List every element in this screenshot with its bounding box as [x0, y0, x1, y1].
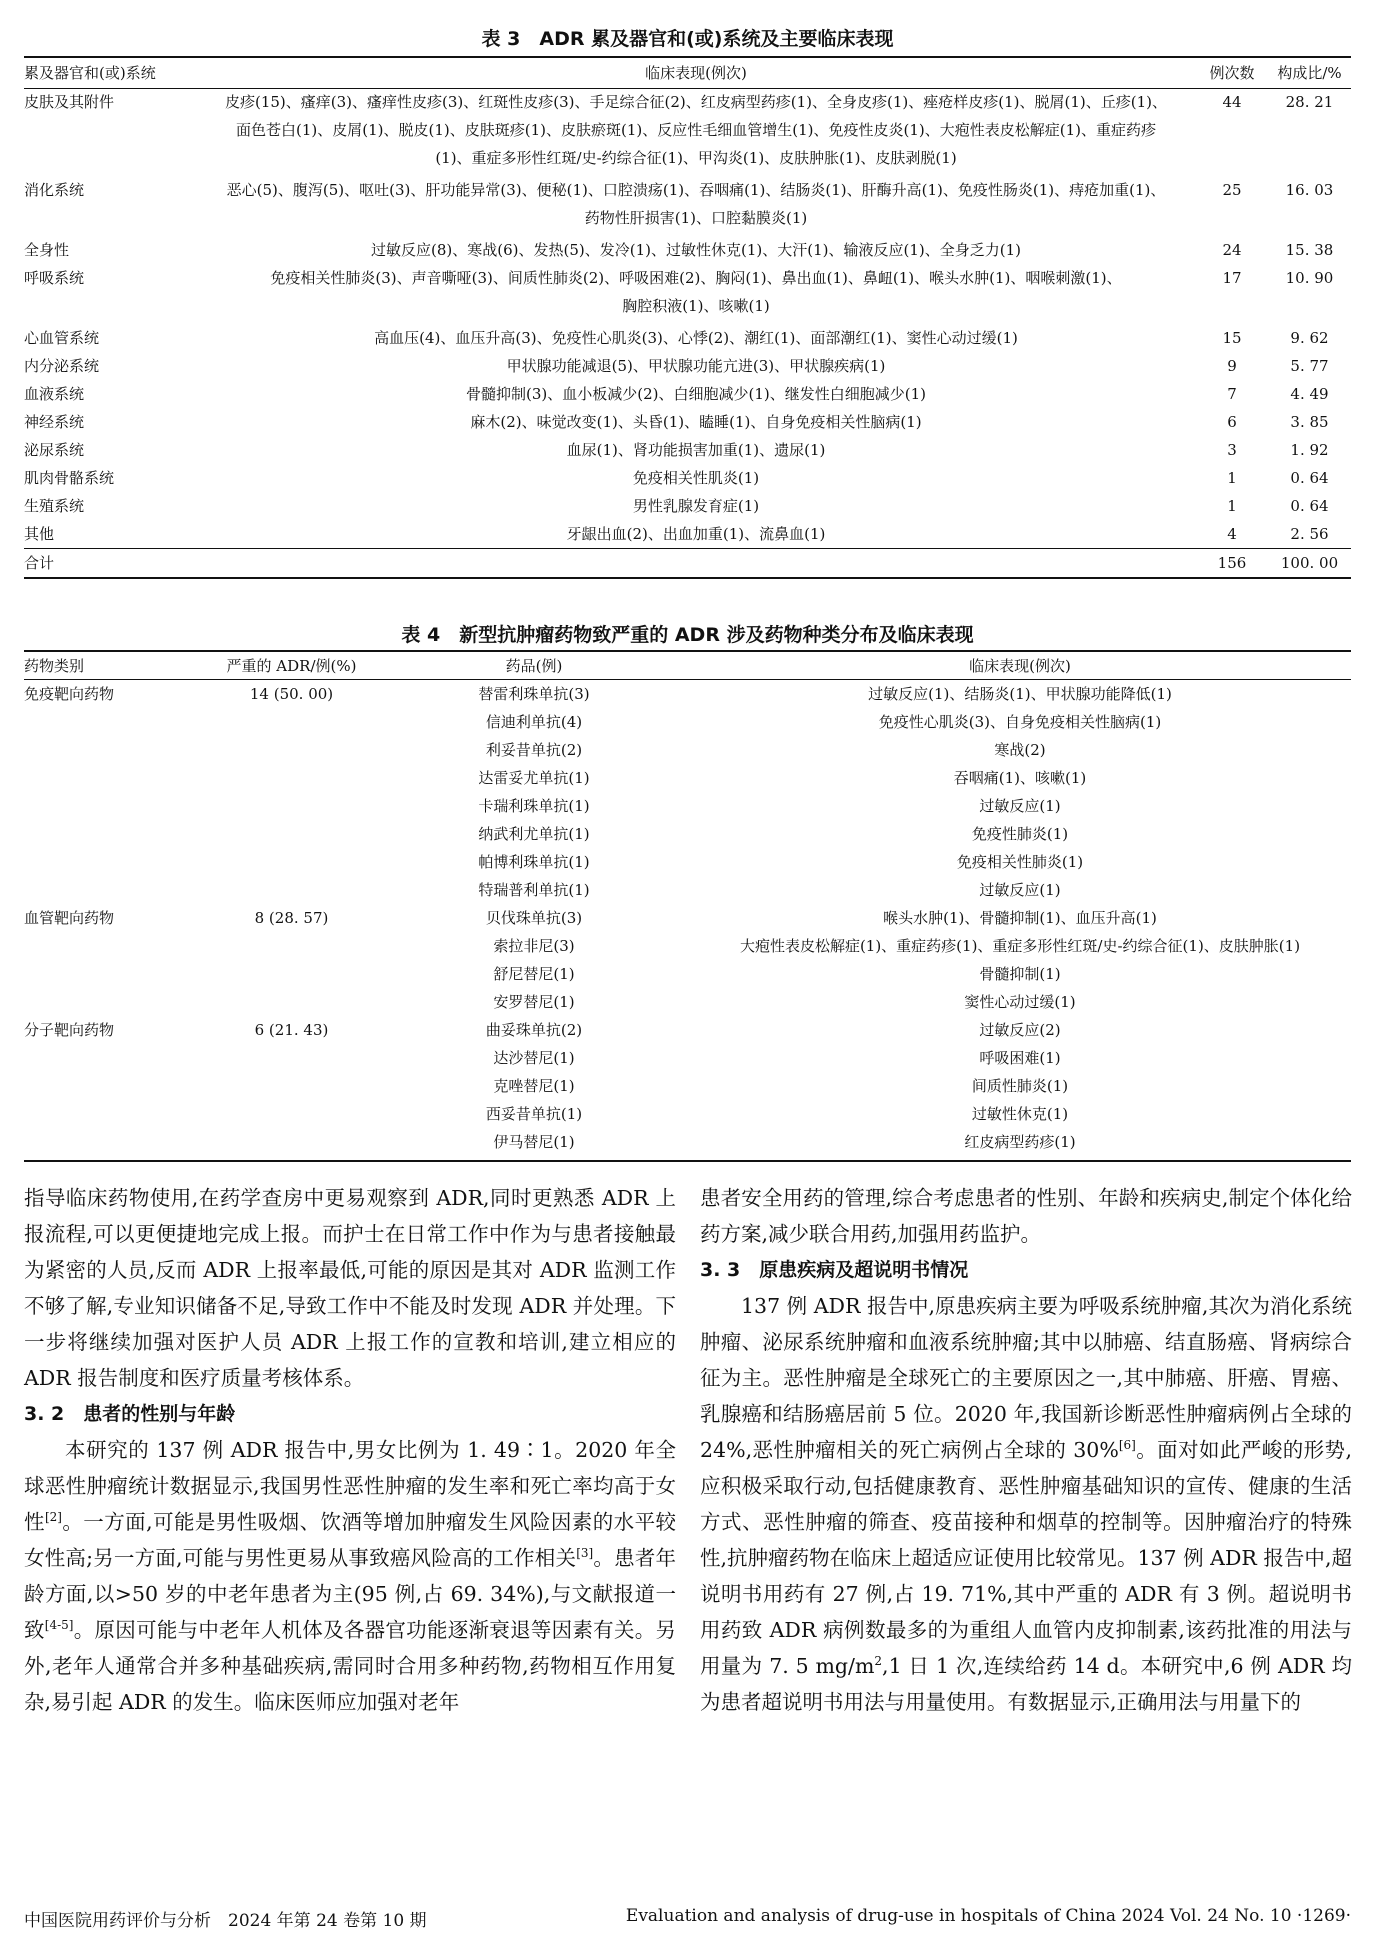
right-column [700, 1180, 1352, 1720]
table3-row [24, 492, 1351, 520]
table4-severe: 6 (21. 43) [254, 1021, 329, 1039]
manifestation-line: (1)、重症多形性红斑/史-约综合征(1)、甲沟炎(1)、皮肤肿胀(1)、皮肤剥脱(1) [435, 149, 957, 167]
table4-row [24, 736, 1351, 764]
table4-category: 免疫靶向药物 [24, 685, 115, 703]
table3-manifestation [196, 176, 1196, 236]
manifestation-line: 过敏反应(8)、寒战(6)、发热(5)、发冷(1)、过敏性休克(1)、大汗(1)、输液反应(1)、全身乏力(1) [371, 241, 1021, 259]
table4-drug: 舒尼替尼(1) [493, 965, 575, 983]
manifestation-line: 牙龈出血(2)、出血加重(1)、流鼻血(1) [566, 525, 826, 543]
table3-system: 心血管系统 [24, 329, 100, 347]
table3-percent: 28. 21 [1285, 93, 1334, 111]
table3-count: 24 [1222, 241, 1242, 259]
table3-system: 肌肉骨骼系统 [24, 469, 115, 487]
table3-caption: 表 3 ADR 累及器官和(或)系统及主要临床表现 [481, 28, 894, 50]
table4-drug: 安罗替尼(1) [493, 993, 575, 1011]
table3-system: 泌尿系统 [24, 441, 85, 459]
table3-percent: 2. 56 [1290, 525, 1329, 543]
table3-system: 血液系统 [24, 385, 85, 403]
manifestation-line: 免疫相关性肌炎(1) [632, 469, 760, 487]
table3-manifestation [196, 380, 1196, 408]
table4-severe [204, 848, 379, 876]
table3-row [24, 324, 1351, 352]
table3-system: 其他 [24, 525, 55, 543]
table4-manifestation: 免疫性心肌炎(3)、自身免疫相关性脑病(1) [878, 713, 1162, 731]
table3-count: 3 [1227, 441, 1237, 459]
manifestation-line: 男性乳腺发育症(1) [632, 497, 760, 515]
table3-total-count: 156 [1217, 554, 1247, 572]
table3-header: 构成比/% [1277, 64, 1342, 82]
table3-percent: 0. 64 [1290, 469, 1329, 487]
manifestation-line: 胸腔积液(1)、咳嗽(1) [622, 297, 770, 315]
table3-row [24, 408, 1351, 436]
table4-drug: 克唑替尼(1) [493, 1077, 575, 1095]
table3-percent: 3. 85 [1290, 413, 1329, 431]
table4-manifestation: 过敏反应(1)、结肠炎(1)、甲状腺功能降低(1) [868, 685, 1172, 703]
table4-category [24, 820, 204, 848]
table4-caption: 表 4 新型抗肿瘤药物致严重的 ADR 涉及药物种类分布及临床表现 [401, 624, 974, 646]
table4-drug: 信迪利单抗(4) [485, 713, 583, 731]
table4-severe: 14 (50. 00) [249, 685, 334, 703]
table3-header-row [24, 58, 1351, 88]
table4-drug: 纳武利尤单抗(1) [478, 825, 590, 843]
table3-row [24, 176, 1351, 236]
manifestation-line: 恶心(5)、腹泻(5)、呕吐(3)、肝功能异常(3)、便秘(1)、口腔溃疡(1)、吞咽痛(1)、结肠炎(1)、肝酶升高(1)、免疫性肠炎(1)、痔疮加重(1)、 [226, 181, 1166, 199]
section-heading: 3. 2 患者的性别与年龄 [24, 1403, 236, 1425]
table3-percent: 5. 77 [1290, 357, 1329, 375]
table3-row [24, 520, 1351, 549]
table4-severe [204, 1128, 379, 1156]
table3-header: 临床表现(例次) [645, 64, 747, 82]
left-column [24, 1180, 676, 1720]
table4-bottom-rule [24, 1160, 1351, 1162]
table3-count: 6 [1227, 413, 1237, 431]
table3-system: 消化系统 [24, 181, 85, 199]
manifestation-line: 甲状腺功能减退(5)、甲状腺功能亢进(3)、甲状腺疾病(1) [506, 357, 886, 375]
table4-manifestation: 红皮病型药疹(1) [964, 1133, 1076, 1151]
table4-manifestation: 大疱性表皮松解症(1)、重症药疹(1)、重症多形性红斑/史-约综合征(1)、皮肤肿胀(1) [739, 937, 1301, 955]
table4-category [24, 960, 204, 988]
paragraph: 指导临床药物使用,在药学查房中更易观察到 ADR,同时更熟悉 ADR 上报流程,可以更便捷地完成上报。而护士在日常工作中作为与患者接触最为紧密的人员,反而 ADR 上报率最低,可能的原因是其对 ADR 监测工作不够了解,专业知识储备不足,导致工作中不能及时发现 ADR 并处理。下一步将继续加强对医护人员 ADR 上报工作的宣教和培训,建立相应的 ADR 报告制度和医疗质量考核体系。 [24, 1186, 676, 1390]
table4-manifestation: 过敏反应(2) [979, 1021, 1061, 1039]
table3-system: 内分泌系统 [24, 357, 100, 375]
table4-drug: 索拉非尼(3) [493, 937, 575, 955]
table4-category [24, 1044, 204, 1072]
table3-percent: 0. 64 [1290, 497, 1329, 515]
table4-severe [204, 960, 379, 988]
table4-severe [204, 764, 379, 792]
manifestation-line: 面色苍白(1)、皮屑(1)、脱皮(1)、皮肤斑疹(1)、皮肤瘀斑(1)、反应性毛细血管增生(1)、免疫性皮炎(1)、大疱性表皮松解症(1)、重症药疹 [236, 121, 1156, 139]
superscript: 2 [874, 1654, 883, 1669]
paragraph: 患者安全用药的管理,综合考虑患者的性别、年龄和疾病史,制定个体化给药方案,减少联合用药,加强用药监护。 [700, 1186, 1352, 1246]
table4-drug: 曲妥珠单抗(2) [485, 1021, 583, 1039]
citation: [2] [44, 1510, 62, 1525]
table4-manifestation: 喉头水肿(1)、骨髓抑制(1)、血压升高(1) [883, 909, 1157, 927]
table3-manifestation [196, 436, 1196, 464]
table3-manifestation [196, 520, 1196, 549]
table3-row [24, 436, 1351, 464]
table3-system: 呼吸系统 [24, 269, 85, 287]
table4-row [24, 904, 1351, 932]
table4-manifestation: 免疫性肺炎(1) [971, 825, 1069, 843]
table4-row [24, 1016, 1351, 1044]
table3-row [24, 88, 1351, 176]
table4-header-row [24, 652, 1351, 680]
table4-manifestation: 寒战(2) [994, 741, 1046, 759]
table3-total-row [24, 549, 1351, 579]
table4-severe: 8 (28. 57) [254, 909, 329, 927]
table4 [24, 652, 1351, 1156]
citation: [4-5] [44, 1618, 74, 1633]
table4-header-rule [24, 679, 1351, 680]
table4-row [24, 988, 1351, 1016]
table4-drug: 达沙替尼(1) [493, 1049, 575, 1067]
table4-row [24, 708, 1351, 736]
table4-drug: 特瑞普利单抗(1) [478, 881, 590, 899]
table4-header: 严重的 ADR/例(%) [226, 657, 357, 675]
table3-percent: 16. 03 [1285, 181, 1334, 199]
table3-header: 累及器官和(或)系统 [24, 64, 156, 82]
manifestation-line: 高血压(4)、血压升高(3)、免疫性心肌炎(3)、心悸(2)、潮红(1)、面部潮红(1)、窦性心动过缓(1) [374, 329, 1018, 347]
citation: [3] [576, 1546, 594, 1561]
table4-manifestation: 呼吸困难(1) [979, 1049, 1061, 1067]
table4-severe [204, 708, 379, 736]
table4-drug: 卡瑞利珠单抗(1) [478, 797, 590, 815]
table4-category [24, 1128, 204, 1156]
table3-count: 4 [1227, 525, 1237, 543]
table4-category [24, 792, 204, 820]
table4-manifestation: 过敏反应(1) [979, 797, 1061, 815]
table3-system: 皮肤及其附件 [24, 93, 115, 111]
table3-row [24, 236, 1351, 264]
table4-row [24, 820, 1351, 848]
citation: [6] [1118, 1438, 1136, 1453]
table3-system: 生殖系统 [24, 497, 85, 515]
table4-row [24, 1100, 1351, 1128]
table4-severe [204, 792, 379, 820]
table4-category [24, 1072, 204, 1100]
manifestation-line: 麻木(2)、味觉改变(1)、头昏(1)、瞌睡(1)、自身免疫相关性脑病(1) [470, 413, 922, 431]
table3-manifestation [196, 264, 1196, 324]
table3-percent: 4. 49 [1290, 385, 1329, 403]
table3 [24, 58, 1351, 579]
table3-count: 44 [1222, 93, 1242, 111]
table3-manifestation [196, 352, 1196, 380]
table3-total-empty [196, 549, 1196, 579]
table4-category [24, 764, 204, 792]
table4-category [24, 1100, 204, 1128]
paragraph: 137 例 ADR 报告中,原患疾病主要为呼吸系统肿瘤,其次为消化系统肿瘤、泌尿系统肿瘤和血液系统肿瘤;其中以肺癌、结直肠癌、肾病综合征为主。恶性肿瘤是全球死亡的主要原因之一,其中肺癌、肝癌、胃癌、乳腺癌和结肠癌居前 5 位。2020 年,我国新诊断恶性肿瘤病例占全球的 24%,恶性肿瘤相关的死亡病例占全球的 30%[6]。面对如此严峻的形势,应积极采取行动,包括健康教育、恶性肿瘤基础知识的宣传、健康的生活方式、恶性肿瘤的筛查、疫苗接种和烟草的控制等。因肿瘤治疗的特殊性,抗肿瘤药物在临床上超适应证使用比较常见。137 例 ADR 报告中,超说明书用药有 27 例,占 19. 71%,其中严重的 ADR 有 3 例。超说明书用药致 ADR 病例数最多的为重组人血管内皮抑制素,该药批准的用法与用量为 7. 5 $mg/m^2,1$ 日 1 次,连续给药 14 d。本研究中,6 例 ADR 均为患者超说明书用法与用量使用。有数据显示,正确用法与用量下的 [700, 1294, 1352, 1714]
table3-count: 15 [1222, 329, 1242, 347]
table4-body [24, 680, 1351, 1156]
table4-category [24, 876, 204, 904]
table3-system: 全身性 [24, 241, 70, 259]
manifestation-line: 皮疹(15)、瘙痒(3)、瘙痒性皮疹(3)、红斑性皮疹(3)、手足综合征(2)、红皮病型药疹(1)、全身皮疹(1)、痤疮样皮疹(1)、脱屑(1)、丘疹(1)、 [224, 93, 1168, 111]
table4-row [24, 792, 1351, 820]
table3-header: 例次数 [1209, 64, 1255, 82]
table4-drug: 替雷利珠单抗(3) [478, 685, 590, 703]
table3-count: 25 [1222, 181, 1242, 199]
manifestation-line: 血尿(1)、肾功能损害加重(1)、遗尿(1) [566, 441, 826, 459]
table4-severe [204, 736, 379, 764]
table4-severe [204, 820, 379, 848]
table3-manifestation [196, 408, 1196, 436]
table4-manifestation: 吞咽痛(1)、咳嗽(1) [953, 769, 1087, 787]
section-heading: 3. 3 原患疾病及超说明书情况 [700, 1259, 969, 1281]
table4-drug: 贝伐珠单抗(3) [485, 909, 583, 927]
table3-manifestation [196, 88, 1196, 176]
manifestation-line: 骨髓抑制(3)、血小板减少(2)、白细胞减少(1)、继发性白细胞减少(1) [466, 385, 926, 403]
table3-manifestation [196, 236, 1196, 264]
table3-count: 1 [1227, 469, 1237, 487]
table4-category [24, 708, 204, 736]
table4-row [24, 876, 1351, 904]
table3-manifestation [196, 464, 1196, 492]
table4-category [24, 988, 204, 1016]
table3-count: 17 [1222, 269, 1242, 287]
table4-drug: 伊马替尼(1) [493, 1133, 575, 1151]
table4-category: 血管靶向药物 [24, 909, 115, 927]
manifestation-line: 免疫相关性肺炎(3)、声音嘶哑(3)、间质性肺炎(2)、呼吸困难(2)、胸闷(1)、鼻出血(1)、鼻衄(1)、喉头水肿(1)、咽喉刺激(1)、 [270, 269, 1122, 287]
table3-manifestation [196, 324, 1196, 352]
table3-manifestation [196, 492, 1196, 520]
table3-body [24, 88, 1351, 578]
table4-drug: 帕博利珠单抗(1) [478, 853, 590, 871]
table4-category [24, 848, 204, 876]
footer-journal-en: Evaluation and analysis of drug-use in hospitals of China 2024 Vol. 24 No. 10 ·1269· [625, 1906, 1351, 1926]
footer-journal-cn: 中国医院用药评价与分析 2024 年第 24 卷第 10 期 [24, 1911, 427, 1931]
paragraph: 本研究的 137 例 ADR 报告中,男女比例为 1. 49∶1。2020 年全球恶性肿瘤统计数据显示,我国男性恶性肿瘤的发生率和死亡率均高于女性[2]。一方面,可能是男性吸烟、饮酒等增加肿瘤发生风险因素的水平较女性高;另一方面,可能与男性更易从事致癌风险高的工作相关[3]。患者年龄方面,以>50 岁的中老年患者为主(95 例,占 69. 34%),与文献报道一致[4-5]。原因可能与中老年人机体及各器官功能逐渐衰退等因素有关。另外,老年人通常合并多种基础疾病,需同时合用多种药物,药物相互作用复杂,易引起 ADR 的发生。临床医师应加强对老年 [24, 1438, 677, 1714]
table4-category: 分子靶向药物 [24, 1021, 115, 1039]
table4-manifestation: 窦性心动过缓(1) [964, 993, 1076, 1011]
table4-severe [204, 988, 379, 1016]
table4-severe [204, 876, 379, 904]
table3-count: 9 [1227, 357, 1237, 375]
table4-severe [204, 1072, 379, 1100]
table4-severe [204, 1044, 379, 1072]
table4-row [24, 1128, 1351, 1156]
table3-system: 神经系统 [24, 413, 85, 431]
table4-manifestation: 间质性肺炎(1) [971, 1077, 1069, 1095]
table4-manifestation: 骨髓抑制(1) [979, 965, 1061, 983]
table4-row [24, 1044, 1351, 1072]
table3-percent: 15. 38 [1285, 241, 1334, 259]
table4-severe [204, 1100, 379, 1128]
table4-row [24, 1072, 1351, 1100]
table3-count: 7 [1227, 385, 1237, 403]
table3-percent: 9. 62 [1290, 329, 1329, 347]
table3-percent: 1. 92 [1290, 441, 1329, 459]
table4-row [24, 848, 1351, 876]
table3-count: 1 [1227, 497, 1237, 515]
table3-row [24, 464, 1351, 492]
table4-header: 临床表现(例次) [969, 657, 1071, 675]
table4-manifestation: 过敏性休克(1) [971, 1105, 1069, 1123]
table4-category [24, 736, 204, 764]
table4-severe [204, 932, 379, 960]
table3-row [24, 380, 1351, 408]
table4-category [24, 932, 204, 960]
table4-header: 药物类别 [24, 657, 85, 675]
table3-percent: 10. 90 [1285, 269, 1334, 287]
table3-header-rule [24, 88, 1351, 89]
table4-row [24, 680, 1351, 708]
table4-row [24, 960, 1351, 988]
table4-header: 药品(例) [505, 657, 563, 675]
table4-drug: 利妥昔单抗(2) [485, 741, 583, 759]
table4-row [24, 932, 1351, 960]
table3-row [24, 352, 1351, 380]
table4-drug: 达雷妥尤单抗(1) [478, 769, 590, 787]
table4-manifestation: 免疫相关性肺炎(1) [956, 853, 1084, 871]
table4-drug: 西妥昔单抗(1) [485, 1105, 583, 1123]
table3-total-label: 合计 [24, 554, 55, 572]
table3-total-percent: 100. 00 [1280, 554, 1339, 572]
table3-row [24, 264, 1351, 324]
table4-manifestation: 过敏反应(1) [979, 881, 1061, 899]
table4-row [24, 764, 1351, 792]
manifestation-line: 药物性肝损害(1)、口腔黏膜炎(1) [584, 209, 808, 227]
